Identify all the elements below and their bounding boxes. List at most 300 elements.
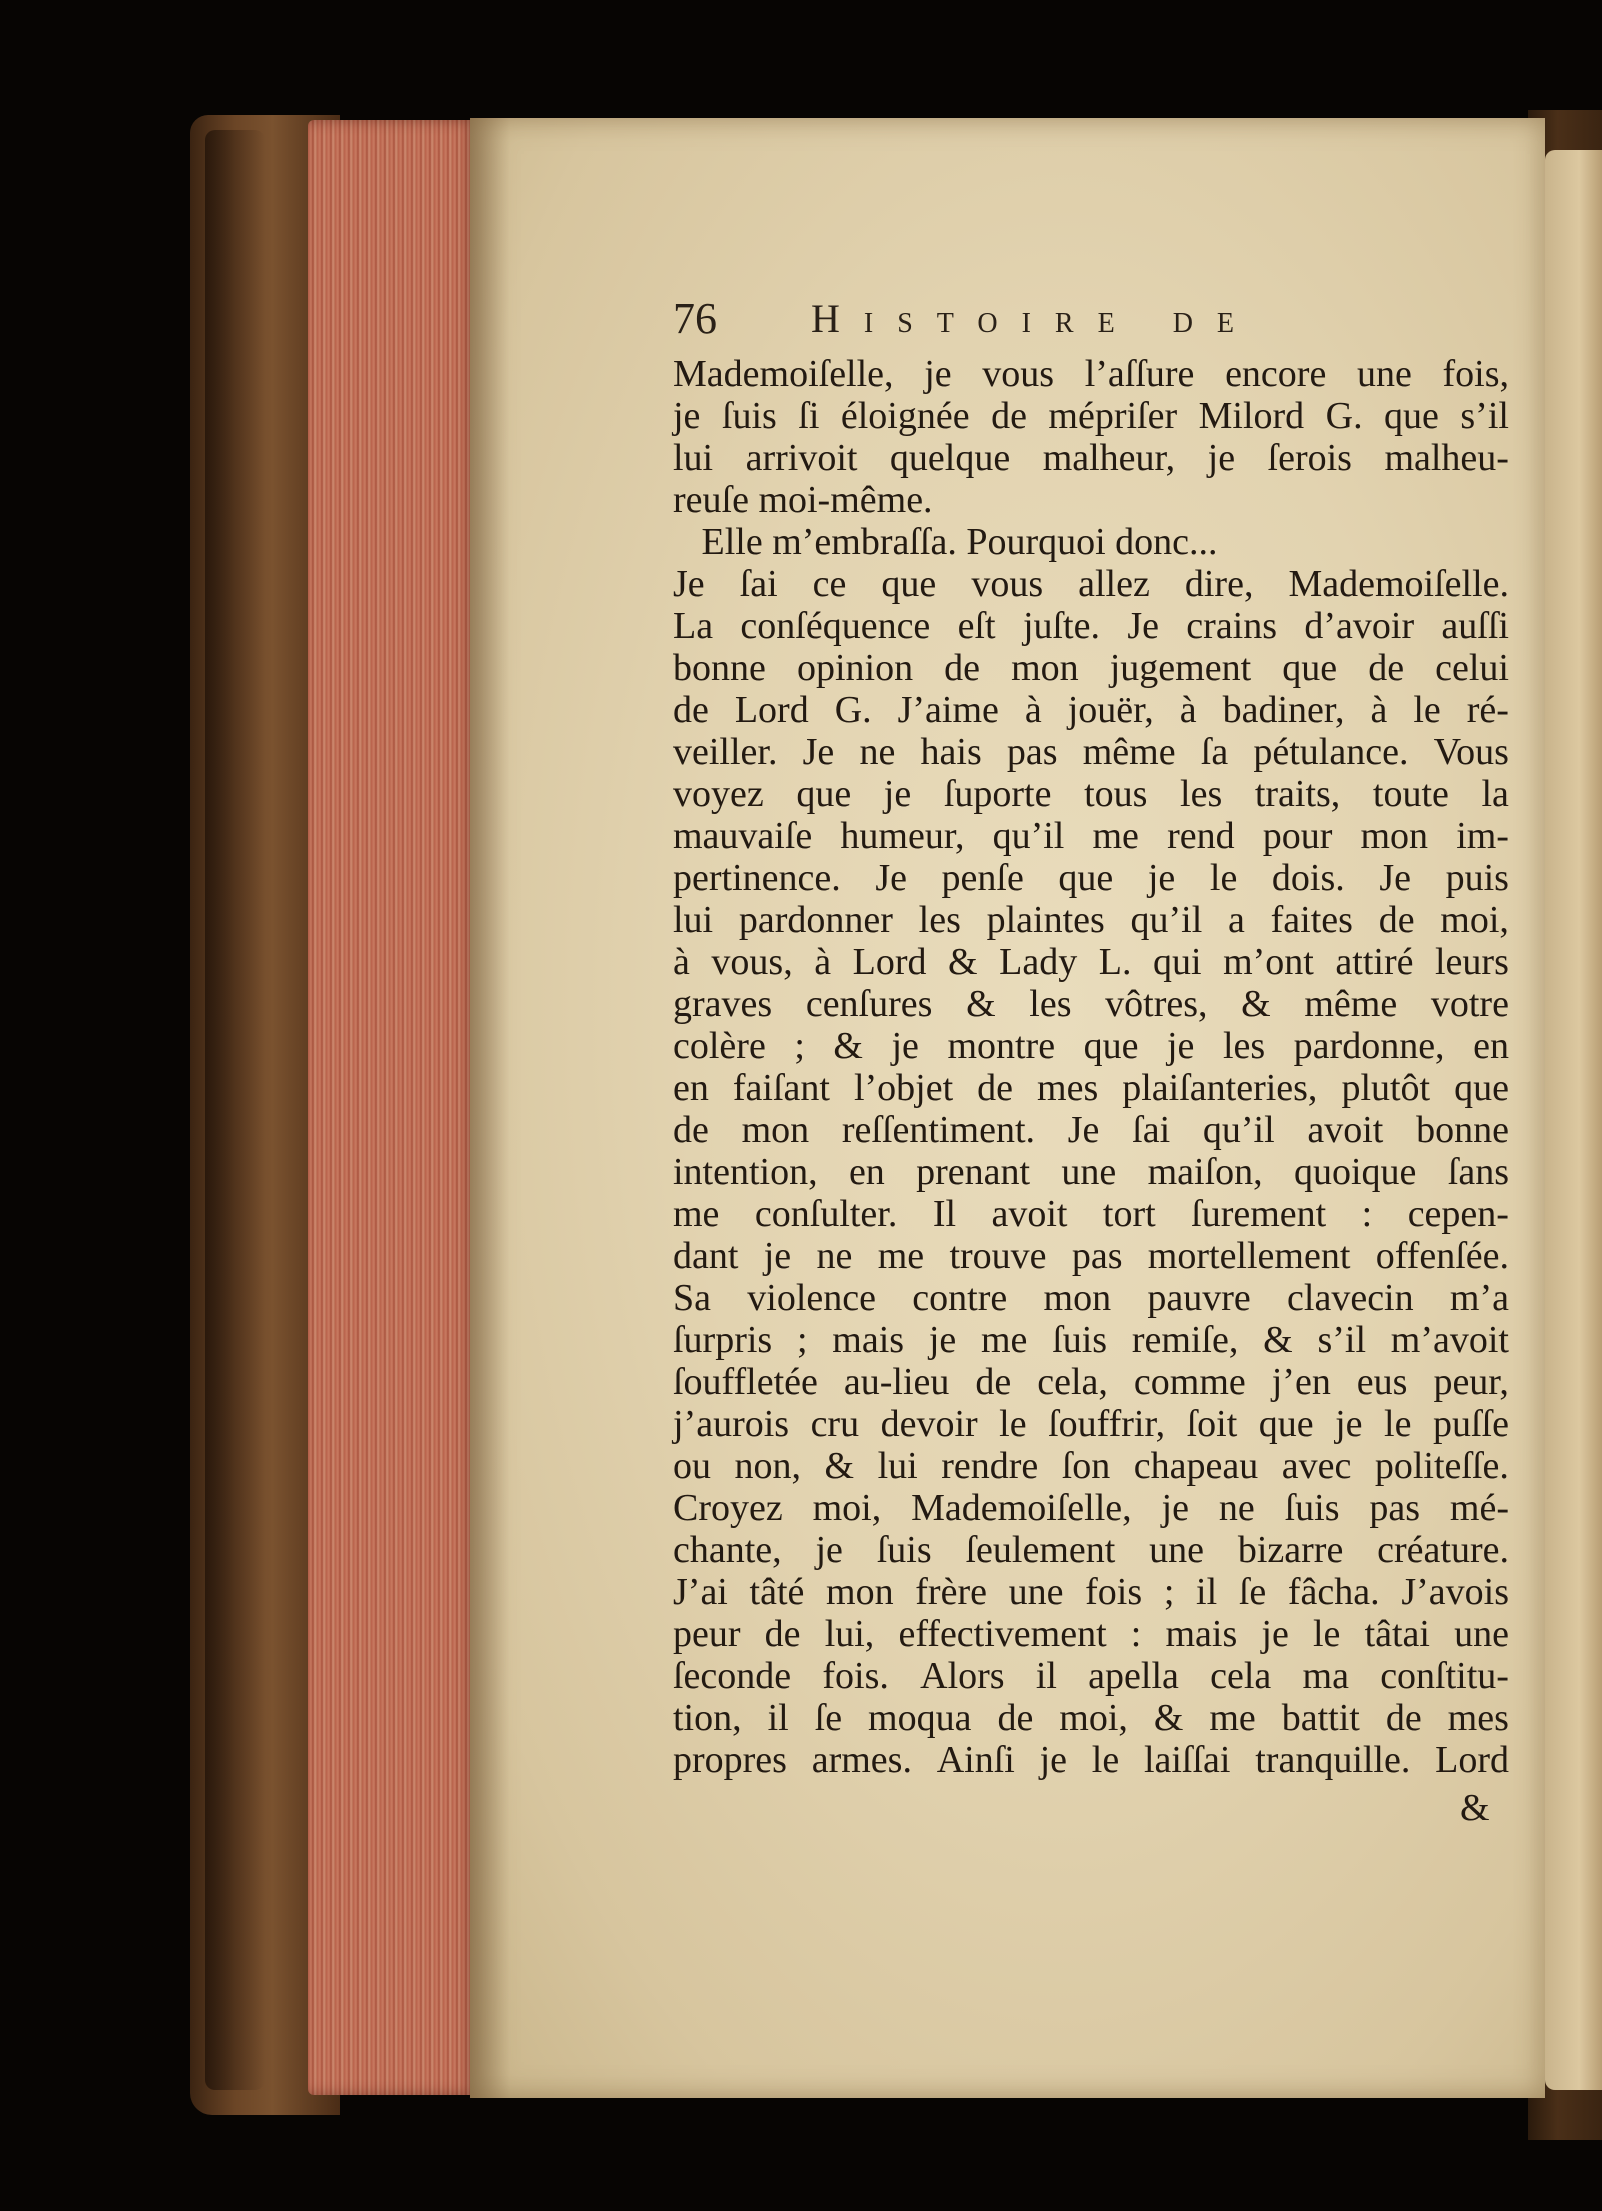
word: mes bbox=[1037, 1067, 1099, 1109]
word: humeur, bbox=[840, 815, 965, 857]
word: pas bbox=[1006, 731, 1058, 773]
word: bonne bbox=[1416, 1109, 1509, 1151]
word: devoir bbox=[880, 1403, 978, 1445]
word: opinion bbox=[796, 647, 914, 689]
text-line bbox=[673, 1277, 1509, 1319]
word: je bbox=[891, 1025, 919, 1067]
word: ſai bbox=[739, 563, 778, 605]
word: lui bbox=[877, 1445, 918, 1487]
word: & bbox=[1263, 1319, 1293, 1361]
text-line bbox=[673, 983, 1509, 1025]
word: moqua bbox=[868, 1697, 972, 1739]
word: cru bbox=[810, 1403, 860, 1445]
word: tous bbox=[1084, 773, 1148, 815]
word: à bbox=[1179, 689, 1197, 731]
word: Mademoiſelle. bbox=[1288, 563, 1509, 605]
word: me bbox=[1092, 815, 1139, 857]
word: en bbox=[673, 1067, 709, 1109]
text-line bbox=[673, 1109, 1509, 1151]
word: rend bbox=[1167, 815, 1235, 857]
word: me bbox=[877, 1235, 925, 1277]
word: le bbox=[1413, 689, 1441, 731]
word: avec bbox=[1281, 1445, 1352, 1487]
word: plaiſanteries, bbox=[1122, 1067, 1318, 1109]
word: Vous bbox=[1433, 731, 1509, 773]
word: battit bbox=[1281, 1697, 1360, 1739]
word: de bbox=[764, 1613, 801, 1655]
word: même bbox=[1304, 983, 1398, 1025]
word: peur, bbox=[1433, 1361, 1509, 1403]
word: il bbox=[767, 1697, 789, 1739]
word: Alors bbox=[920, 1655, 1005, 1697]
word: encore bbox=[1225, 353, 1327, 395]
word: Je bbox=[1379, 857, 1411, 899]
word: mon bbox=[1360, 815, 1429, 857]
word: Je bbox=[1067, 1109, 1100, 1151]
word: me bbox=[1209, 1697, 1256, 1739]
word: pardonne, bbox=[1293, 1025, 1445, 1067]
word: les bbox=[918, 899, 961, 941]
word: jugement bbox=[1109, 647, 1252, 689]
word: l’aſſure bbox=[1084, 353, 1195, 395]
word: ſouffrir, bbox=[1048, 1403, 1166, 1445]
word: malheu- bbox=[1384, 437, 1509, 479]
word: je bbox=[1039, 1739, 1068, 1781]
word: celui bbox=[1435, 647, 1509, 689]
word: & bbox=[1241, 983, 1271, 1025]
word: ſe bbox=[814, 1697, 843, 1739]
cover-shadow bbox=[205, 130, 265, 2090]
word: & bbox=[1153, 1697, 1184, 1739]
word: ; bbox=[1163, 1571, 1175, 1613]
text-line bbox=[673, 1529, 1509, 1571]
word: pétulance. bbox=[1253, 731, 1409, 773]
word: pauvre bbox=[1147, 1277, 1251, 1319]
word: ſurpris bbox=[673, 1319, 773, 1361]
word: maiſon, bbox=[1147, 1151, 1263, 1193]
word: veiller. bbox=[673, 731, 778, 773]
word: G. bbox=[1325, 395, 1363, 437]
word: pertinence. bbox=[673, 857, 841, 899]
text-line bbox=[673, 1655, 1509, 1697]
word: effectivement bbox=[898, 1613, 1107, 1655]
word: conſulter. bbox=[754, 1193, 898, 1235]
text-line bbox=[673, 647, 1509, 689]
word: m’a bbox=[1449, 1277, 1509, 1319]
word: de bbox=[977, 1067, 1014, 1109]
word: s’il bbox=[1460, 395, 1509, 437]
word: m’avoit bbox=[1390, 1319, 1509, 1361]
word: voyez bbox=[673, 773, 764, 815]
word: la bbox=[1481, 773, 1509, 815]
word: : bbox=[1130, 1613, 1142, 1655]
word: de bbox=[1385, 1697, 1422, 1739]
word: de bbox=[975, 1361, 1012, 1403]
word: je bbox=[1161, 1487, 1189, 1529]
word: eus bbox=[1356, 1361, 1408, 1403]
word: ſuis bbox=[1052, 1319, 1108, 1361]
word: je bbox=[928, 1319, 957, 1361]
word: ſoit bbox=[1186, 1403, 1238, 1445]
word: que bbox=[1454, 1067, 1509, 1109]
word: mon bbox=[1011, 647, 1079, 689]
text-line bbox=[673, 1697, 1509, 1739]
word: politeſſe. bbox=[1374, 1445, 1509, 1487]
word: Je bbox=[1127, 605, 1159, 647]
word: que bbox=[1083, 1025, 1139, 1067]
word: penſe bbox=[941, 857, 1024, 899]
word: ne bbox=[1218, 1487, 1255, 1529]
word: ſe bbox=[1238, 1571, 1267, 1613]
word: Croyez bbox=[673, 1487, 783, 1529]
word: ſurement bbox=[1191, 1193, 1327, 1235]
word: ſuporte bbox=[943, 773, 1052, 815]
word: au-lieu bbox=[843, 1361, 950, 1403]
word: ſi bbox=[798, 395, 820, 437]
word: eſt bbox=[957, 605, 996, 647]
word: colère bbox=[673, 1025, 766, 1067]
text-line bbox=[673, 1571, 1509, 1613]
word: les bbox=[1222, 1025, 1266, 1067]
word: pas bbox=[1369, 1487, 1421, 1529]
word: le bbox=[1384, 1403, 1412, 1445]
word: tranquille. bbox=[1255, 1739, 1411, 1781]
word: vous, bbox=[711, 941, 793, 983]
word: cepen- bbox=[1407, 1193, 1509, 1235]
word: m’ont bbox=[1223, 941, 1314, 983]
word: le bbox=[1312, 1613, 1341, 1655]
word: graves bbox=[673, 983, 773, 1025]
text-line bbox=[673, 941, 1509, 983]
word: j’aurois bbox=[673, 1403, 790, 1445]
word: d’avoir bbox=[1304, 605, 1415, 647]
word: Il bbox=[932, 1193, 957, 1235]
text-line bbox=[673, 731, 1509, 773]
body-text bbox=[673, 353, 1509, 1781]
text-line bbox=[673, 395, 1509, 437]
word: vôtres, bbox=[1105, 983, 1208, 1025]
word: comme bbox=[1133, 1361, 1246, 1403]
word: moi, bbox=[1440, 899, 1509, 941]
word: même bbox=[1082, 731, 1176, 773]
word: dois. bbox=[1271, 857, 1345, 899]
text-line bbox=[673, 899, 1509, 941]
word: ; bbox=[794, 1025, 805, 1067]
word: cela bbox=[1210, 1655, 1272, 1697]
text-line bbox=[673, 857, 1509, 899]
word: de bbox=[944, 647, 981, 689]
word: malheur, bbox=[1042, 437, 1176, 479]
word: mes bbox=[1447, 1697, 1509, 1739]
word: je bbox=[815, 1529, 843, 1571]
word: ſon bbox=[1061, 1445, 1111, 1487]
text-line bbox=[673, 1361, 1509, 1403]
word: puis bbox=[1445, 857, 1509, 899]
word: moi, bbox=[812, 1487, 882, 1529]
word: Lord bbox=[1435, 1739, 1509, 1781]
word: mon bbox=[826, 1571, 894, 1613]
word: rendre bbox=[941, 1445, 1039, 1487]
page-gutter-shadow bbox=[470, 118, 510, 2098]
word: pour bbox=[1262, 815, 1333, 857]
word: j’en bbox=[1271, 1361, 1331, 1403]
word: ſuis bbox=[876, 1529, 932, 1571]
word: de bbox=[991, 395, 1027, 437]
word: que bbox=[1058, 857, 1114, 899]
word: tâté bbox=[749, 1571, 805, 1613]
word: propres bbox=[673, 1739, 787, 1781]
word: laiſſai bbox=[1143, 1739, 1231, 1781]
word: ſai bbox=[1132, 1109, 1171, 1151]
word: avoit bbox=[991, 1193, 1068, 1235]
word: avoit bbox=[1307, 1109, 1384, 1151]
word: je bbox=[1207, 437, 1236, 479]
word: ne bbox=[859, 731, 896, 773]
text-line bbox=[673, 353, 1509, 395]
word: à bbox=[1370, 689, 1388, 731]
word: juſte. bbox=[1022, 605, 1100, 647]
word: une bbox=[1454, 1613, 1509, 1655]
word: de bbox=[997, 1697, 1034, 1739]
word: en bbox=[1473, 1025, 1509, 1067]
word: cela, bbox=[1037, 1361, 1108, 1403]
word: je bbox=[763, 1235, 792, 1277]
word: le bbox=[1209, 857, 1238, 899]
word: faiſant bbox=[732, 1067, 830, 1109]
word: qu’il bbox=[1130, 899, 1203, 941]
word: les bbox=[1180, 773, 1223, 815]
word: auſſi bbox=[1441, 605, 1509, 647]
word: mé- bbox=[1449, 1487, 1509, 1529]
text-line bbox=[673, 1403, 1509, 1445]
word: je bbox=[1147, 857, 1176, 899]
word: qu’il bbox=[1202, 1109, 1275, 1151]
word: le bbox=[1091, 1739, 1120, 1781]
word: fois, bbox=[1442, 353, 1509, 395]
text-line bbox=[673, 1151, 1509, 1193]
word: hais bbox=[920, 731, 982, 773]
text-line bbox=[673, 1235, 1509, 1277]
text-line bbox=[673, 605, 1509, 647]
word: crains bbox=[1186, 605, 1278, 647]
facing-page-edge bbox=[1545, 150, 1602, 2090]
word: ſeulement bbox=[965, 1529, 1116, 1571]
word: mauvaiſe bbox=[673, 815, 813, 857]
word: il bbox=[1196, 1571, 1218, 1613]
word: en bbox=[848, 1151, 885, 1193]
running-head bbox=[673, 294, 1363, 344]
word: traits, bbox=[1254, 773, 1341, 815]
word: leurs bbox=[1435, 941, 1509, 983]
word: Lady bbox=[999, 941, 1078, 983]
word: plaintes bbox=[986, 899, 1105, 941]
word: montre bbox=[947, 1025, 1056, 1067]
text-line bbox=[673, 1193, 1509, 1235]
word: pardonner bbox=[738, 899, 893, 941]
word: mon bbox=[741, 1109, 810, 1151]
word: créature. bbox=[1377, 1529, 1509, 1571]
word: ou bbox=[673, 1445, 711, 1487]
word: La bbox=[673, 605, 714, 647]
word: chapeau bbox=[1133, 1445, 1259, 1487]
word: mon bbox=[1043, 1277, 1112, 1319]
word: jouër, bbox=[1067, 689, 1154, 731]
word: Je bbox=[673, 563, 705, 605]
text-line: reuſe moi-même. bbox=[673, 479, 933, 521]
word: trouve bbox=[949, 1235, 1047, 1277]
word: J’avois bbox=[1401, 1571, 1509, 1613]
word: je bbox=[673, 395, 701, 437]
word: & bbox=[833, 1025, 863, 1067]
text-line bbox=[673, 815, 1509, 857]
word: & bbox=[824, 1445, 855, 1487]
text-line bbox=[673, 437, 1509, 479]
word: de bbox=[673, 1109, 709, 1151]
word: dant bbox=[673, 1235, 739, 1277]
text-line bbox=[673, 1739, 1509, 1781]
word: mais bbox=[832, 1319, 905, 1361]
word: offenſée. bbox=[1375, 1235, 1509, 1277]
word: ſuis bbox=[721, 395, 777, 437]
text-line bbox=[673, 1319, 1509, 1361]
word: à bbox=[814, 941, 832, 983]
word: ; bbox=[796, 1319, 808, 1361]
word: Lord bbox=[852, 941, 927, 983]
word: conſéquence bbox=[740, 605, 931, 647]
word: prenant bbox=[916, 1151, 1031, 1193]
word: à bbox=[1024, 689, 1042, 731]
word: une bbox=[1008, 1571, 1064, 1613]
word: plutôt bbox=[1341, 1067, 1431, 1109]
word: mépriſer bbox=[1048, 395, 1178, 437]
word: tâtai bbox=[1364, 1613, 1430, 1655]
word: arrivoit bbox=[745, 437, 858, 479]
word: à bbox=[673, 941, 690, 983]
word: frère bbox=[915, 1571, 987, 1613]
word: qu’il bbox=[992, 815, 1065, 857]
word: le bbox=[999, 1403, 1027, 1445]
word: une bbox=[1061, 1151, 1117, 1193]
word: je bbox=[1166, 1025, 1195, 1067]
word: mortellement bbox=[1147, 1235, 1351, 1277]
word: & bbox=[966, 983, 996, 1025]
word: : bbox=[1361, 1193, 1373, 1235]
word: que bbox=[1384, 395, 1439, 437]
word: Mademoiſelle, bbox=[673, 353, 894, 395]
word: Lord bbox=[734, 689, 809, 731]
word: tort bbox=[1102, 1193, 1156, 1235]
page-number: 76 bbox=[673, 294, 717, 343]
word: armes. bbox=[811, 1739, 912, 1781]
word: bizarre bbox=[1237, 1529, 1344, 1571]
word: contre bbox=[912, 1277, 1008, 1319]
word: G. bbox=[834, 689, 872, 731]
word: Je bbox=[875, 857, 907, 899]
word: que bbox=[881, 563, 937, 605]
text-line bbox=[673, 1025, 1509, 1067]
word: attiré bbox=[1335, 941, 1414, 983]
red-page-edges bbox=[308, 120, 478, 2095]
word: tion, bbox=[673, 1697, 742, 1739]
word: les bbox=[1029, 983, 1072, 1025]
word: une bbox=[1356, 353, 1412, 395]
word: ce bbox=[812, 563, 847, 605]
word: dire, bbox=[1184, 563, 1254, 605]
word: peur bbox=[673, 1613, 741, 1655]
word: allez bbox=[1078, 563, 1150, 605]
text-line bbox=[673, 689, 1509, 731]
word: L. bbox=[1098, 941, 1132, 983]
word: puſſe bbox=[1432, 1403, 1509, 1445]
word: il bbox=[1035, 1655, 1057, 1697]
word: lui, bbox=[824, 1613, 875, 1655]
word: intention, bbox=[673, 1151, 818, 1193]
word: Ainſi bbox=[936, 1739, 1015, 1781]
word: remiſe, bbox=[1131, 1319, 1239, 1361]
word: & bbox=[948, 941, 978, 983]
word: reſſentiment. bbox=[841, 1109, 1036, 1151]
word: ſans bbox=[1447, 1151, 1509, 1193]
word: J’aime bbox=[897, 689, 999, 731]
text-line: Elle m’embraſſa. Pourquoi donc... bbox=[673, 521, 1218, 563]
text-line bbox=[673, 1613, 1509, 1655]
text-line bbox=[673, 1067, 1509, 1109]
word: éloignée bbox=[840, 395, 970, 437]
word: ré- bbox=[1466, 689, 1509, 731]
word: que bbox=[1282, 647, 1338, 689]
word: quelque bbox=[889, 437, 1011, 479]
word: J’ai bbox=[673, 1571, 728, 1613]
word: ma bbox=[1302, 1655, 1349, 1697]
word: Je bbox=[802, 731, 835, 773]
word: une bbox=[1149, 1529, 1205, 1571]
word: qui bbox=[1153, 941, 1202, 983]
word: votre bbox=[1430, 983, 1509, 1025]
word: clavecin bbox=[1287, 1277, 1414, 1319]
word: ne bbox=[816, 1235, 853, 1277]
word: que bbox=[1258, 1403, 1314, 1445]
word: s’il bbox=[1317, 1319, 1367, 1361]
word: fois bbox=[1085, 1571, 1143, 1613]
word: badiner, bbox=[1222, 689, 1345, 731]
word: l’objet bbox=[853, 1067, 954, 1109]
word: cenſures bbox=[805, 983, 933, 1025]
word: lui bbox=[673, 899, 714, 941]
text-line bbox=[673, 563, 1509, 605]
word: de bbox=[1368, 647, 1405, 689]
word: moi, bbox=[1059, 1697, 1128, 1739]
word: je bbox=[1261, 1613, 1289, 1655]
word: Milord bbox=[1198, 395, 1305, 437]
word: Mademoiſelle, bbox=[911, 1487, 1132, 1529]
word: a bbox=[1228, 899, 1245, 941]
word: je bbox=[883, 773, 912, 815]
word: pas bbox=[1071, 1235, 1123, 1277]
word: ſeconde bbox=[673, 1655, 792, 1697]
word: ſa bbox=[1200, 731, 1229, 773]
text-line bbox=[673, 1487, 1509, 1529]
word: toute bbox=[1372, 773, 1449, 815]
word: ſouffletée bbox=[673, 1361, 818, 1403]
text-line bbox=[673, 1445, 1509, 1487]
catchword: & bbox=[1460, 1787, 1490, 1829]
word: lui bbox=[673, 437, 714, 479]
word: mais bbox=[1165, 1613, 1238, 1655]
word: non, bbox=[734, 1445, 801, 1487]
word: conſtitu- bbox=[1380, 1655, 1509, 1697]
word: quoique bbox=[1294, 1151, 1417, 1193]
word: que bbox=[796, 773, 852, 815]
